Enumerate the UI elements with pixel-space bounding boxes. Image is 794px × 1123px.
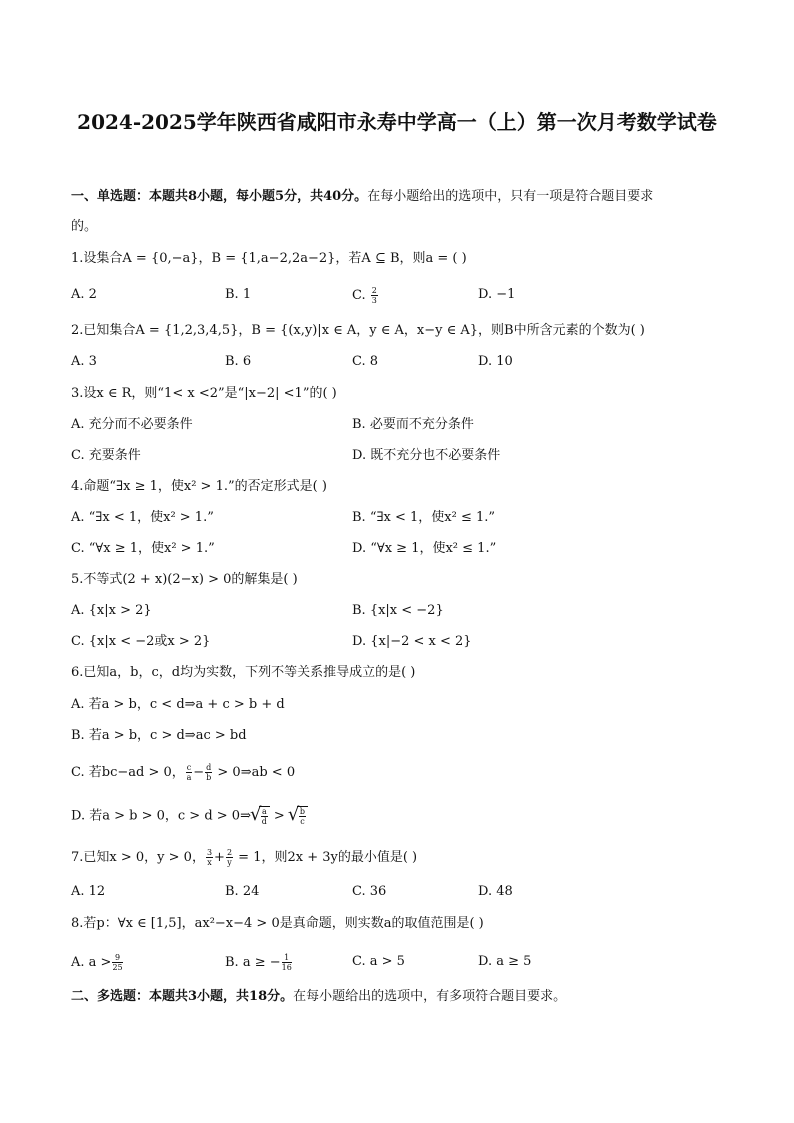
q8-option-b [225, 953, 293, 972]
q1-option-c-label: C. [352, 288, 370, 303]
q4-option-c: C. “∀x ≥ 1，使x² > 1.” [71, 541, 215, 556]
q6-option-d: D. 若a > b > 0，c > d > 0⇒ √ $\frac{a}{d}$ > √ $\frac{b}{c}$ [71, 806, 308, 826]
fraction-numerator: 2 [371, 286, 377, 295]
q4-option-b: B. “∃x < 1，使x² ≤ 1.” [352, 510, 496, 525]
fraction-d-over-b: $\frac{d}{b}$ [206, 763, 212, 782]
q6-option-c-label: C. 若bc−ad > 0， [71, 765, 185, 780]
q3-option-d: D. 既不充分也不必要条件 [352, 448, 501, 463]
question-stem-post: = 1，则2x + 3y的最小值是( ) [234, 850, 418, 865]
q6-option-c-tail: > 0⇒ab < 0 [213, 765, 296, 780]
fraction-3-over-x: $\frac{3}{x}$ [206, 848, 213, 867]
q8-option-a-label: A. a > [71, 955, 112, 970]
section2-header [71, 988, 724, 1006]
q7-option-a: A. 12 [71, 884, 106, 899]
question-stem: 设集合A = {0,−a}，B = {1,a−2,2a−2}，若A ⊆ B，则a = ( ) [83, 251, 467, 266]
q7-option-d: D. 48 [478, 884, 513, 899]
sqrt-b-over-c: √ $\frac{b}{c}$ [297, 806, 308, 826]
fraction-denominator: 3 [371, 296, 377, 305]
q6-option-b: B. 若a > b，c > d⇒ac > bd [71, 728, 247, 743]
sqrt-a-over-d: √ $\frac{a}{d}$ [259, 806, 270, 826]
q8-option-c: C. a > 5 [352, 954, 405, 969]
q5-option-d: D. {x|−2 < x < 2} [352, 634, 472, 649]
q1-option-d: D. −1 [478, 287, 516, 302]
q8-option-a [71, 953, 124, 972]
fraction-numerator: 1 [282, 953, 292, 963]
section1-header [71, 188, 724, 206]
q2-option-a: A. 3 [71, 354, 97, 369]
section2-header-bold: 二、多选题：本题共3小题，共18分。 [71, 989, 294, 1004]
question-5 [71, 571, 724, 589]
q2-option-d: D. 10 [478, 354, 513, 369]
page-title: 2024-2025学年陕西省咸阳市永寿中学高一（上）第一次月考数学试卷 [77, 110, 717, 134]
fraction-denominator: 16 [281, 963, 292, 972]
fraction [371, 286, 378, 305]
question-number: 1. [71, 251, 84, 266]
question-number: 4. [71, 479, 84, 494]
q8-option-d: D. a ≥ 5 [478, 954, 532, 969]
fraction-denominator: 25 [112, 963, 123, 972]
fraction [282, 953, 292, 972]
question-7: 7.已知x > 0，y > 0， $\frac{3}{x}$ + $\frac{2}{y}$ = 1，则2x + 3y的最小值是( ) [71, 848, 418, 867]
q3-option-b: B. 必要而不充分条件 [352, 417, 474, 432]
question-number: 5. [71, 572, 84, 587]
fraction-numerator: 9 [112, 953, 122, 963]
question-1 [71, 250, 724, 268]
fraction-2-over-y: $\frac{2}{y}$ [226, 848, 233, 867]
question-6 [71, 664, 724, 682]
question-number: 7. [71, 850, 84, 865]
question-stem: 已知集合A = {1,2,3,4,5}，B = {(x,y)|x ∈ A，y ∈ A，x−y ∈ A}，则B中所含元素的个数为( ) [83, 323, 645, 338]
q7-option-b: B. 24 [225, 884, 260, 899]
q5-option-a: A. {x|x > 2} [71, 603, 152, 618]
question-stem: 设x ∈ R，则“1< x <2”是“|x−2| <1”的( ) [83, 386, 337, 401]
q6-option-a: A. 若a > b，c < d⇒a + c > b + d [71, 697, 285, 712]
q3-option-a: A. 充分而不必要条件 [71, 417, 193, 432]
question-number: 8. [71, 916, 84, 931]
question-stem: 已知a，b，c，d均为实数，下列不等关系推导成立的是( ) [83, 665, 416, 680]
q5-option-b: B. {x|x < −2} [352, 603, 444, 618]
fraction [112, 953, 122, 972]
q4-option-d: D. “∀x ≥ 1，使x² ≤ 1.” [352, 541, 497, 556]
section2-header-rest: 在每小题给出的选项中，有多项符合题目要求。 [293, 989, 567, 1004]
q2-option-b: B. 6 [225, 354, 252, 369]
question-number: 2. [71, 323, 84, 338]
section1-header-bold: 一、单选题：本题共8小题，每小题5分，共40分。 [71, 189, 368, 204]
q8-option-b-label: B. a ≥ − [225, 955, 281, 970]
question-3 [71, 385, 724, 403]
fraction-c-over-a: $\frac{c}{a}$ [186, 763, 192, 782]
q4-option-a: A. “∃x < 1，使x² > 1.” [71, 510, 214, 525]
question-stem: 若p：∀x ∈ [1,5]，ax²−x−4 > 0是真命题，则实数a的取值范围是( ) [83, 916, 484, 931]
q2-option-c: C. 8 [352, 354, 379, 369]
q1-option-b: B. 1 [225, 287, 252, 302]
question-stem-pre: 已知x > 0，y > 0， [83, 850, 205, 865]
q7-option-c: C. 36 [352, 884, 387, 899]
question-number: 6. [71, 665, 84, 680]
question-2 [71, 322, 724, 340]
section1-header-tail: 的。 [71, 219, 98, 234]
q3-option-c: C. 充要条件 [71, 448, 141, 463]
question-stem: 不等式(2 + x)(2−x) > 0的解集是( ) [83, 572, 298, 587]
q5-option-c: C. {x|x < −2或x > 2} [71, 634, 211, 649]
section1-header-rest: 在每小题给出的选项中，只有一项是符合题目要求 [367, 189, 654, 204]
q6-option-d-label: D. 若a > b > 0，c > d > 0⇒ [71, 808, 251, 824]
q6-option-c: C. 若bc−ad > 0， $\frac{c}{a}$ − $\frac{d}{b}$ > 0⇒ab < 0 [71, 763, 296, 782]
question-4 [71, 478, 724, 496]
q1-option-c [352, 286, 379, 305]
question-8 [71, 915, 724, 933]
question-stem: 命题“∃x ≥ 1，使x² > 1.”的否定形式是( ) [83, 479, 327, 494]
question-number: 3. [71, 386, 84, 401]
q1-option-a: A. 2 [71, 287, 97, 302]
